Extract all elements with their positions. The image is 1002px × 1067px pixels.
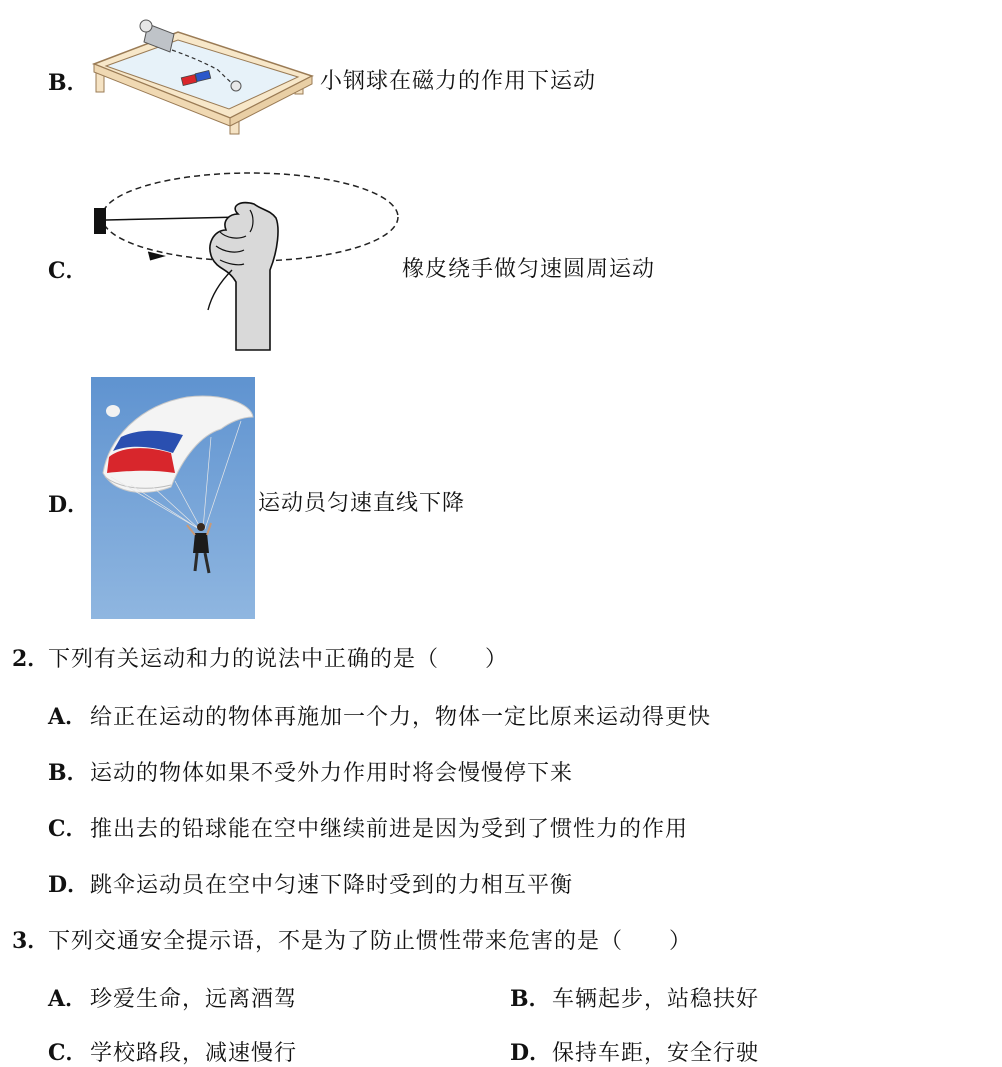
q3-number: 3．: [12, 928, 50, 954]
steel-ball-end: [231, 81, 241, 91]
q2-option-a-text: 给正在运动的物体再施加一个力，物体一定比原来运动得更快: [90, 705, 712, 730]
q2-option-d-text: 跳伞运动员在空中匀速下降时受到的力相互平衡: [90, 873, 574, 898]
q1-option-c-text: 橡皮绕手做匀速圆周运动: [402, 257, 656, 282]
string: [106, 217, 242, 220]
magnet-ball-table-figure: [90, 14, 320, 140]
q2-option-d-letter: D．: [48, 872, 90, 898]
q2-option-b-text: 运动的物体如果不受外力作用时将会慢慢停下来: [90, 761, 574, 786]
jumper-head: [197, 523, 205, 531]
hand-shape: [210, 203, 278, 350]
direction-arrow: [148, 252, 164, 260]
eraser-on-string-figure: [90, 170, 405, 356]
q3-option-c-letter: C．: [48, 1040, 88, 1066]
q2-stem: 下列有关运动和力的说法中正确的是（ ）: [48, 647, 509, 672]
q1-option-b-text: 小钢球在磁力的作用下运动: [320, 69, 597, 94]
q1-option-c-letter: C．: [48, 258, 88, 284]
eraser: [94, 208, 106, 234]
string-tail: [208, 270, 232, 310]
q2-option-a-letter: A．: [48, 704, 88, 730]
q3-option-a-letter: A．: [48, 986, 88, 1012]
jumper-body: [193, 533, 209, 553]
q3-option-d-text: 保持车距，安全行驶: [552, 1041, 760, 1066]
q1-option-d-text: 运动员匀速直线下降: [258, 491, 466, 516]
parachutist-photo: [91, 377, 255, 619]
q3-stem: 下列交通安全提示语，不是为了防止惯性带来危害的是（ ）: [48, 929, 693, 954]
q1-option-d-letter: D．: [48, 492, 90, 518]
steel-ball-start: [140, 20, 152, 32]
q1-option-b-letter: B．: [48, 70, 89, 96]
q3-option-c-text: 学校路段，减速慢行: [90, 1041, 298, 1066]
q2-option-c-letter: C．: [48, 816, 88, 842]
q3-option-b-letter: B．: [510, 986, 551, 1012]
q3-option-d-letter: D．: [510, 1040, 552, 1066]
q2-option-b-letter: B．: [48, 760, 89, 786]
q2-number: 2．: [12, 646, 50, 672]
q3-option-a-text: 珍爱生命，远离酒驾: [90, 987, 298, 1012]
q2-option-c-text: 推出去的铅球能在空中继续前进是因为受到了惯性力的作用: [90, 817, 689, 842]
q3-option-b-text: 车辆起步，站稳扶好: [552, 987, 760, 1012]
small-cloud: [106, 405, 120, 417]
